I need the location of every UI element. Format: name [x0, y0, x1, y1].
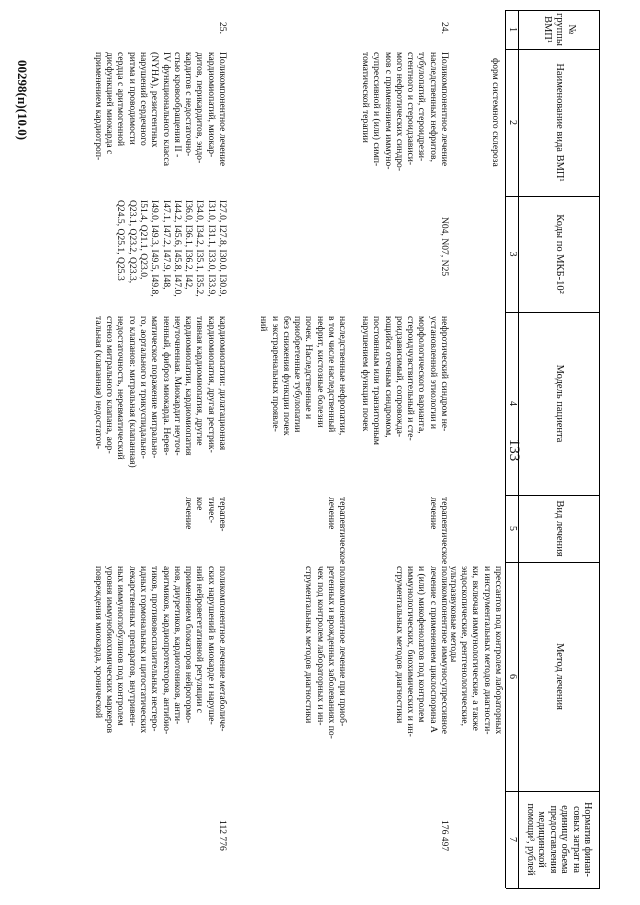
header-bottom-rule: [518, 10, 519, 888]
header-method: Метод лечения: [554, 643, 565, 710]
row-24-cost: 176 497: [439, 820, 450, 852]
row-25-model: кардиомиопатии: дилатационная кардиомиопатия, другая рестрик- тивная кардиомиопатия, другие кардиомиопатии, кардиомиопатия неуточненная. Миокардит неуточ- ненный, фиброз миокарда. Нерев- матическое поражение митрально- го, аортального и трикуспидально- го клапанов: митральная (клапанная) недостаточность, неревматический стеноз митрального клапана, аор- тальная (клапанная) недостаточ-: [92, 316, 228, 468]
row-24-name: Поликомпонентное лечение наследственных нефритов, тубулопатий, стероидрези- стентного и стероидзависи- мого нефротических синдро- мов с применением иммуно- супрессивной и (или) симп- томатической терапии: [359, 52, 450, 172]
col-number: 2: [507, 120, 518, 125]
row-24-model: нефротический синдром не- установленной этиологии и морфологического варианта, стероидчувствительный и сте- роидзависимый, сопровожда- ющийся отечным синдромом, постоянным или транзиторным нарушением функции почек наследственные нефропатии, в том числе наследственный нефрит, кистозные болезни почек. Наследственные и приобретенные тубулопатии без снижения функции почек и экстраренальных проявле- ний: [258, 316, 450, 445]
row-25-cost: 112 776: [217, 820, 228, 851]
header-name: Наименование вида ВМП¹: [554, 63, 565, 182]
header-treatment-type: Вид лечения: [554, 500, 565, 557]
header-model: Модель пациента: [554, 364, 565, 443]
table-top-border: [599, 10, 600, 888]
document-code: 00298(п)(10.0): [15, 60, 30, 141]
col-number: 7: [507, 837, 518, 842]
header-group: № группы ВМП¹: [542, 13, 577, 46]
header-codes: Коды по МКБ-10²: [554, 214, 565, 294]
column-number-bottom-rule: [505, 10, 506, 888]
row-25-group: 25.: [217, 22, 228, 34]
col-number: 6: [507, 674, 518, 679]
row-25-name: Поликомпонентное лечение кардиомиопатий, миокар- дитов, перикардитов, эндо- кардитов с недостаточно- стью кровообращения II - IV функционального класса (NYHA), резистентных нарушений сердечного ритма и проводимости сердца с аритмогенной дисфункцией миокарда с применением кардиотроп-: [92, 52, 228, 167]
row-24-codes: N04, N07, N25: [439, 217, 450, 277]
col-number: 4: [507, 401, 518, 406]
col-number: 5: [507, 526, 518, 531]
continuation-method: прессантов под контролем лабораторных и инструментальных методов диагности- ки, включая иммунологические, а также эндоскопические, рентгенологические, ультразвуковые методы: [447, 566, 504, 735]
col-number: 3: [507, 251, 518, 257]
row-25-codes: I27.0, I27.8, I30.0, I30.9, I31.0, I31.1, I33.0, I33.9, I34.0, I34.2, I35.1, I35.2, I36.0, I36.1, I36.2, I42, I44.2, I45.6, I45.8, I47.0, I47.1, I47.2, I47.9, I48, I49.0, I49.3, I49.5, I49.8, I51.4, Q21.1, Q23.0, Q23.1, Q23.2, Q23.3, Q24.5, Q25.1, Q25.3: [115, 200, 228, 297]
continuation-name: форм системного склероза: [490, 58, 501, 167]
row-24-group: 24.: [439, 22, 450, 34]
page-number: 133: [506, 438, 522, 462]
col-rule: [506, 888, 600, 889]
row-25-treatment-type: терапев- тичес- кое лечение: [183, 497, 228, 532]
row-24-method: поликомпонентное иммуносупрессивное лечение с применением циклоспорина А и (или) микофенолатов под контролем иммунологических, биохимических и ин- струментальных методов диагностики поликомпонентное лечение при приоб- ретенных и врожденных заболеваниях по- чек под контролем лабораторных и ин- струментальных методов диагностики: [303, 566, 450, 739]
row-25-method: поликомпонентное лечение метаболиче- ских нарушений в миокарде и наруше- ний нейровегетативной регуляции с применением блокаторов нейрогормо- нов, диуретиков, кардиотоников, анти- аритмиков, кардиопротекторов, антибио- тиков, противовоспалительных нестеро- идных гормональных и цитостатических лекарственных препаратов, внутривен- ных иммуноглобулинов под контролем уровня иммунобиохимических маркеров повреждения миокарда, хронической: [92, 566, 228, 735]
header-cost: Норматив финан- совых затрат на единицу объема предоставления медицинской помощи³, рублей: [525, 802, 594, 877]
row-24-treatment-type: терапевтическое лечение терапевтическое лечение: [326, 497, 450, 565]
col-number: 1: [507, 27, 518, 32]
